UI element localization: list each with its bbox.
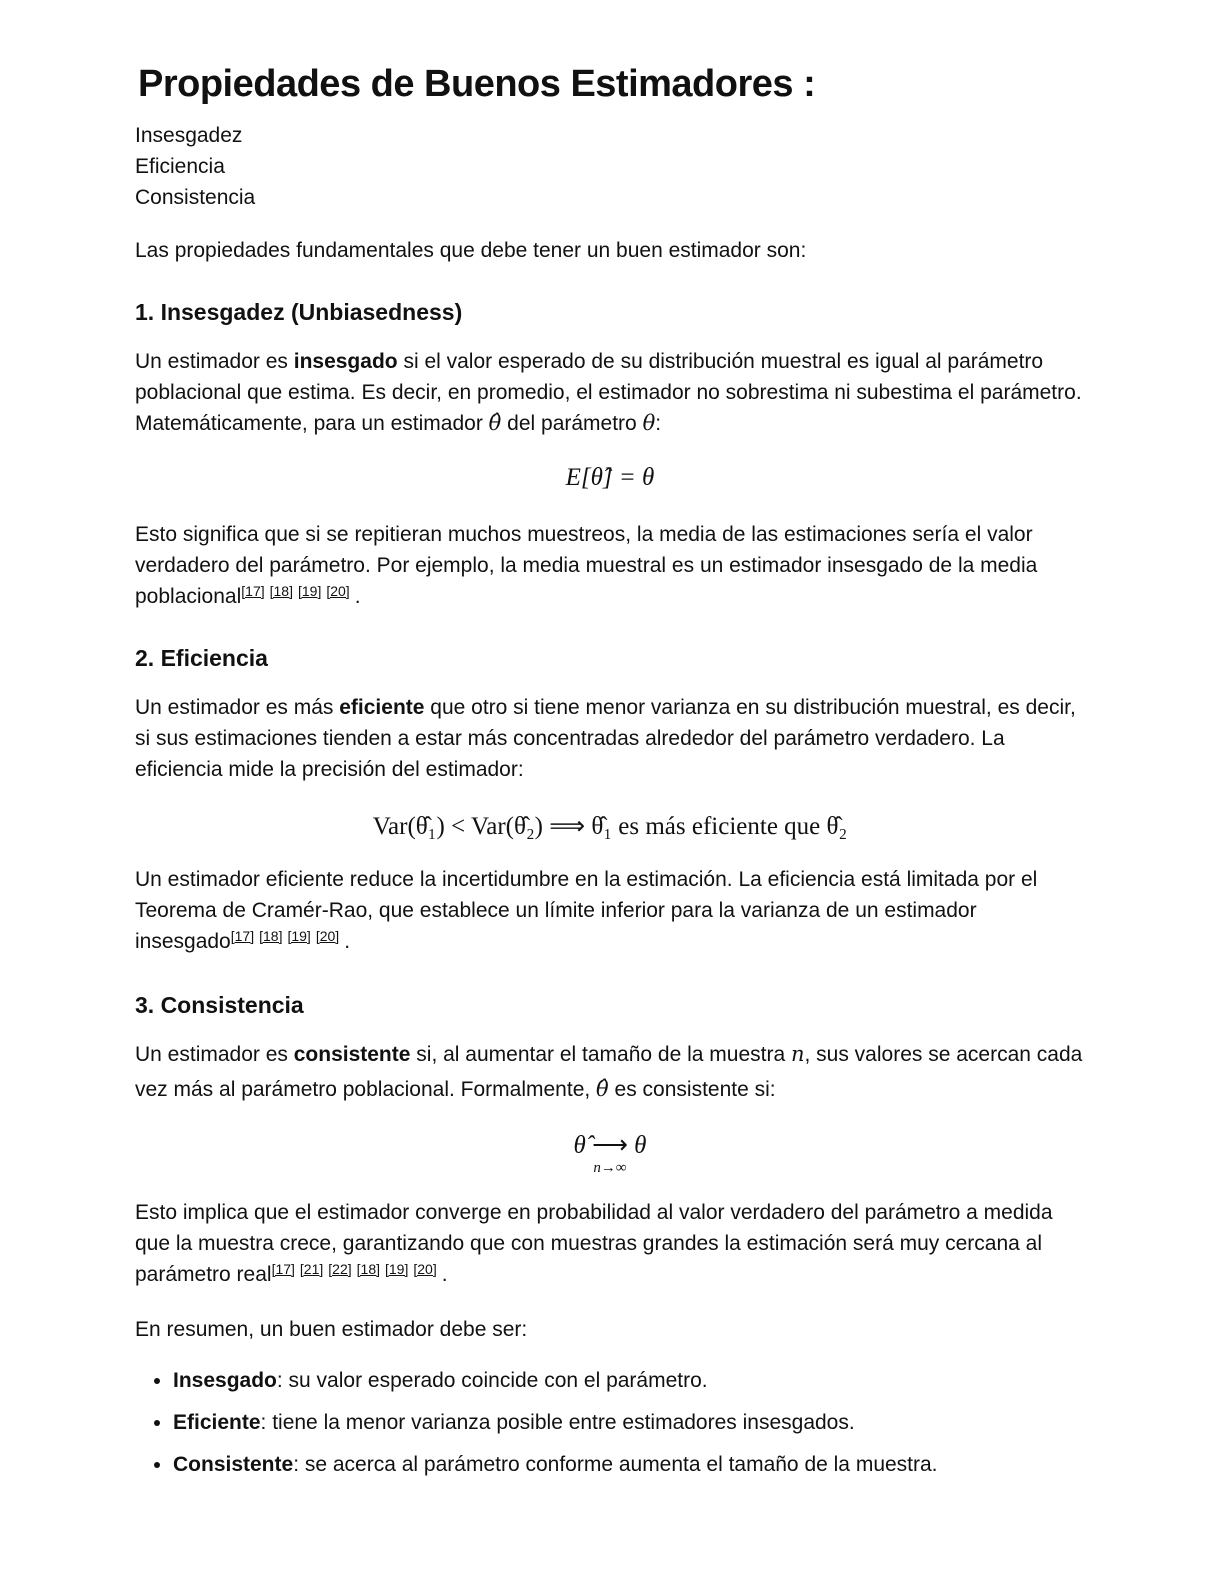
text: del parámetro [501, 412, 643, 435]
section-heading-insesgadez: 1. Insesgadez (Unbiasedness) [135, 299, 463, 325]
paragraph: Esto significa que si se repitieran muchos muestreos, la media de las estimaciones sería el valor verdadero del parámetro. Por ejemplo, la media muestral es un estimador insesgado de la media poblacional[17] [18] [19] [20] . [135, 523, 1038, 608]
citation-link[interactable]: [21] [299, 1261, 324, 1277]
citation-link[interactable]: [19] [287, 928, 311, 944]
citation-link[interactable]: [20] [315, 928, 340, 944]
citation-link[interactable]: [20] [326, 583, 350, 599]
text: : tiene la menor varianza posible entre estimadores insesgados. [260, 1411, 855, 1434]
text: , sus valores se acercan cada vez más al parámetro poblacional. Formalmente, [135, 1043, 1083, 1101]
bold-term: insesgado [293, 350, 398, 373]
summary-intro: En resumen, un buen estimador debe ser: [135, 1318, 528, 1341]
bold-term: Consistente [173, 1453, 294, 1476]
paragraph [135, 346, 1085, 439]
math: θ̂ [573, 1132, 586, 1159]
citation-link[interactable]: [18] [269, 583, 293, 599]
equation [135, 461, 1085, 495]
text: Un estimador es más [135, 696, 340, 719]
text: : su valor esperado coincide con el parámetro. [276, 1369, 708, 1392]
text: Esto significa que si se repitieran muchos muestreos, la media de las estimaciones sería el valor verdadero del parámetro. Por ejemplo, la media muestral es un estimador insesgado de la media poblacional [135, 523, 1038, 608]
text: que otro si tiene menor varianza en su distribución muestral, es decir, si sus estimaciones tienden a estar más concentradas alrededor del parámetro verdadero. La eficiencia mide la precisión del estimador: [135, 696, 1076, 781]
paragraph [135, 692, 1085, 785]
limit-arrow [592, 1129, 628, 1176]
citation-link[interactable]: [18] [259, 928, 283, 944]
intro-paragraph: Las propiedades fundamentales que debe tener un buen estimador son: [135, 239, 807, 262]
document [135, 0, 1085, 1491]
bold-term: eficiente [339, 696, 425, 719]
citation-link[interactable]: [17] [271, 1261, 295, 1277]
text: Un estimador es [135, 1043, 294, 1066]
citation-link[interactable]: [17] [230, 928, 255, 944]
summary-item [173, 1449, 1085, 1480]
property-list [135, 120, 1085, 213]
citations [231, 928, 344, 944]
text: es consistente si: [608, 1078, 776, 1101]
list-item: Consistencia [135, 186, 256, 209]
summary-item [173, 1365, 1085, 1396]
citation-link[interactable]: [19] [385, 1261, 409, 1277]
list-item: Eficiencia [135, 155, 225, 178]
math: n [790, 1042, 805, 1066]
math: θ̂ [596, 1077, 609, 1101]
citation-link[interactable]: [22] [328, 1261, 352, 1277]
citation-link[interactable]: [18] [356, 1261, 380, 1277]
bold-term: consistente [293, 1043, 411, 1066]
page-title: Propiedades de Buenos Estimadores : [138, 63, 816, 105]
text: : [655, 412, 662, 435]
math: θ [642, 411, 656, 435]
citation-link[interactable]: [20] [413, 1261, 437, 1277]
limit-subscript: n→∞ [593, 1160, 627, 1176]
text: Un estimador eficiente reduce la incertidumbre en la estimación. La eficiencia está limitada por el Teorema de Cramér-Rao, que establece un límite inferior para la varianza de un estimador insesgado [135, 868, 1038, 953]
citation-link[interactable]: [19] [297, 583, 322, 599]
summary-item [173, 1407, 1085, 1438]
math: θ [634, 1132, 647, 1159]
text: : se acerca al parámetro conforme aumenta el tamaño de la muestra. [293, 1453, 938, 1476]
math: θ̂ [488, 411, 502, 435]
bold-term: Insesgado [173, 1369, 277, 1392]
text: Un estimador es [135, 350, 294, 373]
paragraph: Un estimador eficiente reduce la incertidumbre en la estimación. La eficiencia está limitada por el Teorema de Cramér-Rao, que establece un límite inferior para la varianza de un estimador insesgado[17] [18] [19] [20] . [135, 868, 1038, 953]
citation-link[interactable]: [17] [241, 583, 265, 599]
text: Esto implica que el estimador converge en probabilidad al valor verdadero del parámetro a medida que la muestra crece, garantizando que con muestras grandes la estimación será muy cercana al parámetro real [135, 1201, 1053, 1286]
paragraph: Esto implica que el estimador converge en probabilidad al valor verdadero del parámetro a medida que la muestra crece, garantizando que con muestras grandes la estimación será muy cercana al parámetro real[17] [21] [22] [18] [19] [20] . [135, 1201, 1053, 1286]
paragraph [135, 1037, 1085, 1107]
section-heading-eficiencia: 2. Eficiencia [135, 645, 268, 671]
citations [272, 1261, 442, 1277]
equation-text: E[θ̂] = θ [565, 464, 655, 491]
summary-list [135, 1365, 1085, 1480]
text: si, al aumentar el tamaño de la muestra [410, 1043, 791, 1066]
equation: Var(θ̂₁) < Var(θ̂₂) ⟹ θ̂₁ es más eficiente que θ̂₂ [372, 813, 848, 840]
text: si el valor esperado de su distribución muestral es igual al parámetro poblacional que estima. Es decir, en promedio, el estimador no sobrestima ni subestima el parámetro. Matemáticamente, para un estimador [135, 350, 1082, 435]
limit-equation [135, 1129, 1085, 1176]
bold-term: Eficiente [173, 1411, 261, 1434]
arrow: ⟶ [592, 1132, 628, 1159]
citations [241, 583, 354, 599]
list-item: Insesgadez [135, 124, 243, 147]
section-heading-consistencia: 3. Consistencia [135, 992, 304, 1018]
